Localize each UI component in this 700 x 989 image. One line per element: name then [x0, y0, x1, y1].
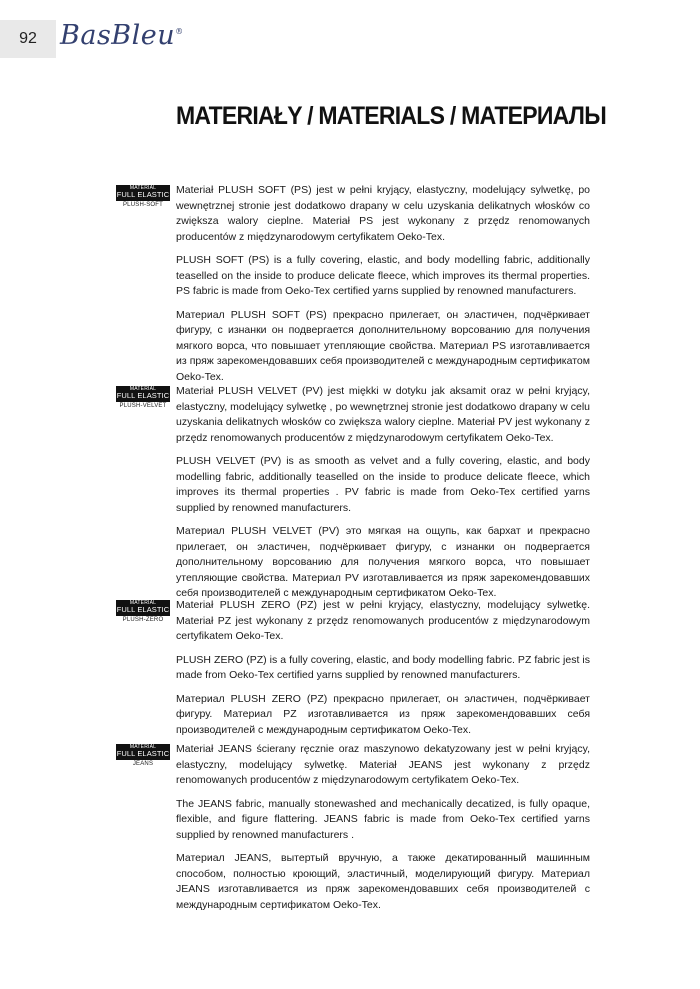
description-polish: Materiał JEANS ścierany ręcznie oraz maszynowo dekatyzowany jest w pełni kryjący, elastyczny, modelujący sylwetkę. Materiał JEANS jest wykonany z przędz renomowanych producentów z międzynarodowym certyfikatem Oeko-Tex. — [176, 743, 590, 786]
material-badge — [116, 185, 170, 208]
brand-logo — [60, 20, 184, 51]
badge-box — [116, 185, 170, 201]
description-english: PLUSH ZERO (PZ) is a fully covering, elastic, and body modelling fabric. PZ fabric jest is made from Oeko-Tex certified yarns supplied by renowned manufacturers. — [176, 653, 590, 681]
material-badge — [116, 744, 170, 767]
badge-main-label: FULL ELASTIC — [116, 190, 170, 199]
badge-material-name: PLUSH-ZERO — [122, 616, 164, 623]
material-description — [176, 598, 590, 746]
badge-top-label: MATERIAL — [129, 185, 157, 191]
page-title: MATERIAŁY / MATERIALS / МАТЕРИАЛЫ — [176, 102, 606, 130]
badge-box — [116, 386, 170, 402]
badge-main-label: FULL ELASTIC — [116, 749, 170, 758]
page-number: 92 — [0, 20, 56, 58]
badge-top-label: MATERIAL — [129, 744, 157, 750]
badge-top-label: MATERIAL — [129, 600, 157, 606]
badge-box — [116, 744, 170, 760]
description-russian: Материал PLUSH SOFT (PS) прекрасно прилегает, он эластичен, подчёркивает фигуру, с изнанки он подвергается дополнительному ворсованию для получения мягкого ворса, что повышает утепляющие свойства. Материал PS изготавливается из пряж зарекомендовавших себя производителей с международным сертификатом Oeko-Tex. — [176, 308, 590, 383]
description-russian: Материал PLUSH VELVET (PV) это мягкая на ощупь, как бархат и прекрасно прилегает, он эластичен, подчёркивает фигуру, с изнанки он подвергается дополнительному ворсованию для получения мягкого ворса, что повышает утепляющие свойства. Материал PV изготавливается из пряж зарекомендовавших себя производителей с международным сертификатом Oeko-Tex. — [176, 525, 590, 599]
description-russian: Материал PLUSH ZERO (PZ) прекрасно прилегает, он эластичен, подчёркивает фигуру. Материал PZ изготавливается из пряж зарекомендовавших себя производителей с международным сертификатом Oeko-Tex. — [176, 692, 590, 736]
badge-material-name: JEANS — [132, 760, 154, 767]
material-badge — [116, 386, 170, 409]
badge-material-name: PLUSH-VELVET — [119, 402, 167, 409]
description-polish: Materiał PLUSH VELVET (PV) jest miękki w dotyku jak aksamit oraz w pełni kryjący, elastyczny, modelujący sylwetkę , po wewnętrznej stronie jest dodatkowo drapany w celu uzyskania delikatnych włosków co zwiększa walory cieplne. Materiał PV jest wykonany z przędz renomowanych producentów z międzynarodowym certyfikatem Oeko-Tex. — [176, 385, 590, 444]
material-description — [176, 384, 590, 610]
description-polish: Materiał PLUSH ZERO (PZ) jest w pełni kryjący, elastyczny, modelujący sylwetkę. Materiał PZ jest wykonany z przędz renomowanych producentów z międzynarodowym certyfikatem Oeko-Tex. — [176, 599, 590, 642]
material-description — [176, 183, 590, 393]
material-badge — [116, 600, 170, 623]
badge-top-label: MATERIAL — [129, 386, 157, 392]
description-english: The JEANS fabric, manually stonewashed and mechanically decatized, is fully opaque, flexible, and figure flattering. JEANS fabric is made from Oeko-Tex certified yarns supplied by renowned manufacturers . — [176, 797, 590, 841]
registered-mark: ® — [175, 27, 184, 36]
badge-main-label: FULL ELASTIC — [116, 391, 170, 400]
brand-name: BasBleu — [60, 20, 176, 51]
description-russian: Материал JEANS, вытертый вручную, а также декатированный машинным способом, полностью кроющий, эластичный, моделирующий фигуру. Материал JEANS изготавливается из пряж зарекомендовавших себя производителей с международным сертификатом Oeko-Tex. — [176, 852, 590, 911]
badge-box — [116, 600, 170, 616]
badge-material-name: PLUSH-SOFT — [122, 201, 163, 208]
description-english: PLUSH SOFT (PS) is a fully covering, elastic, and body modelling fabric, additionally teaselled on the inside to produce delicate fleece, which improves its thermal properties. PS fabric is made from Oeko-Tex certified yarns supplied by renowned manufacturers. — [176, 254, 590, 297]
description-polish: Materiał PLUSH SOFT (PS) jest w pełni kryjący, elastyczny, modelujący sylwetkę, po wewnętrznej stronie jest dodatkowo drapany w celu uzyskania delikatnych włosków co zwiększa walory cieplne. Materiał PS jest wykonany z przędz renomowanych producentów z międzynarodowym certyfikatem Oeko-Tex. — [176, 184, 590, 243]
badge-main-label: FULL ELASTIC — [116, 605, 170, 614]
description-english: PLUSH VELVET (PV) is as smooth as velvet and a fully covering, elastic, and body modelling fabric, additionally teaselled on the inside to produce delicate fleece, which improves its thermal properties . PV fabric is made from Oeko-Tex certified yarns supplied by renowned manufacturers. — [176, 455, 590, 514]
material-description — [176, 742, 590, 921]
